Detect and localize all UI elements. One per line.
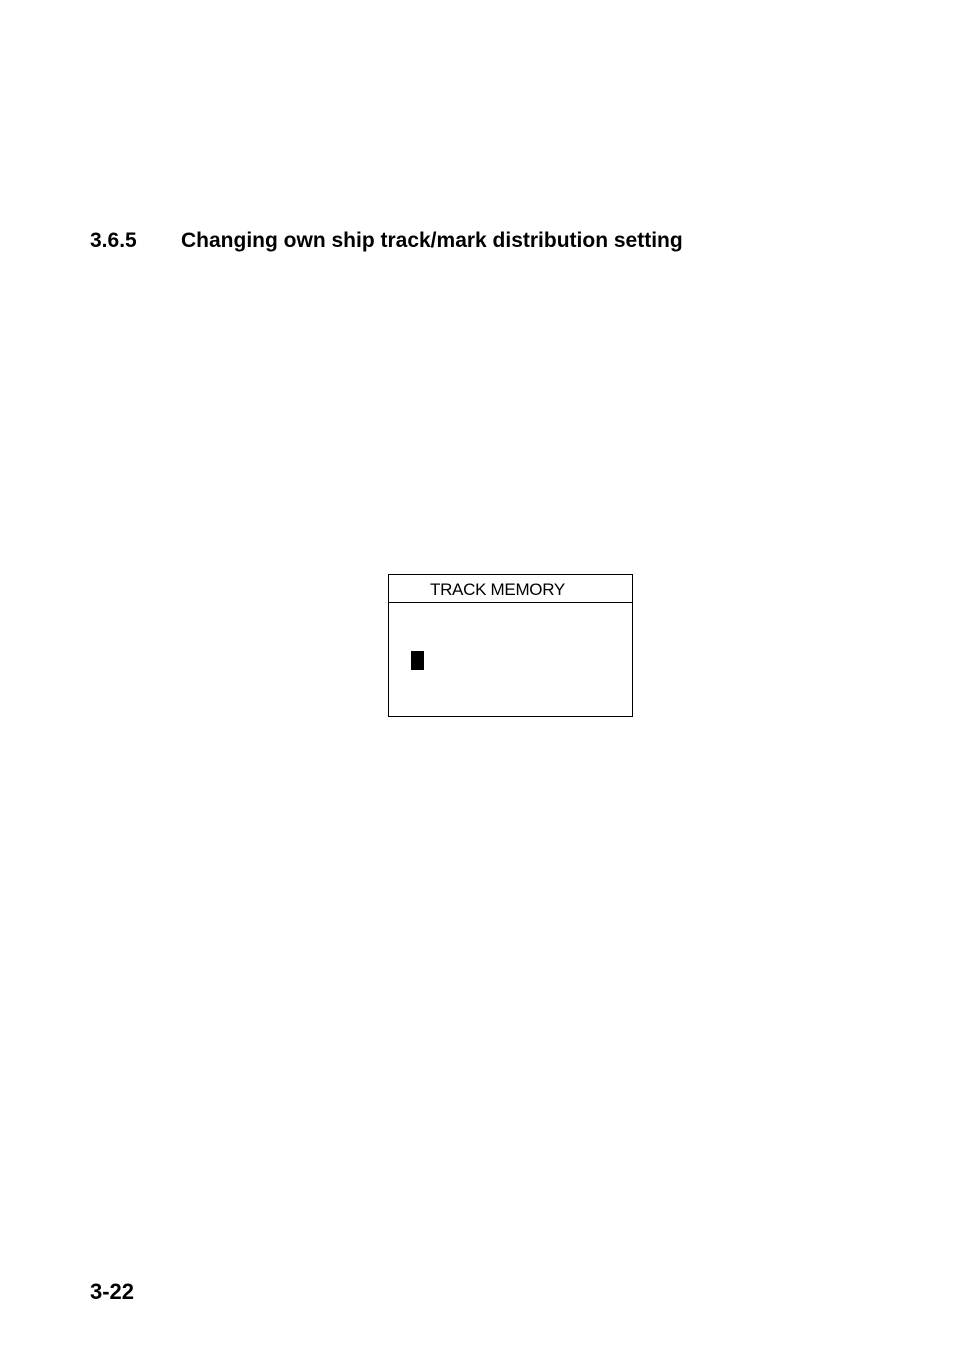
menu-title-bar [389,575,632,603]
section-title: Changing own ship track/mark distribution setting [181,229,683,252]
cursor-block [411,651,424,670]
menu-title: TRACK MEMORY [430,580,565,599]
section-heading [90,229,683,253]
section-number: 3.6.5 [90,229,137,252]
track-memory-menu [388,574,633,717]
page-number: 3-22 [90,1279,135,1304]
